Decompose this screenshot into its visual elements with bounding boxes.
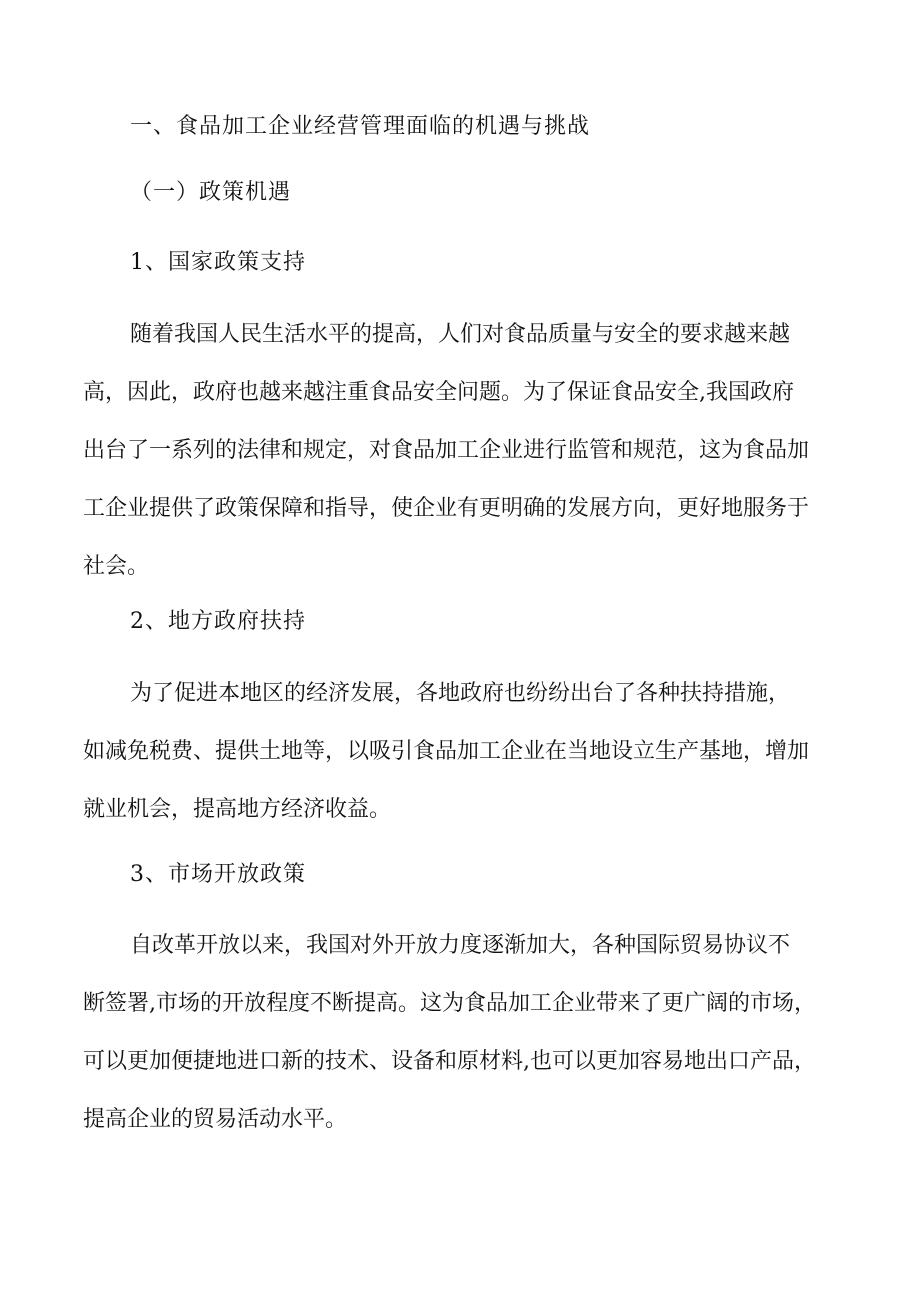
section-1-title: 1、国家政策支持 [130,250,306,275]
paragraph-line: 如减免税费、提供土地等，以吸引食品加工企业在当地设立生产基地，增加 [83,739,810,764]
sub-heading: （一）政策机遇 [130,180,292,205]
section-3-title: 3、市场开放政策 [130,862,306,887]
paragraph-line: 可以更加便捷地进口新的技术、设备和原材料,也可以更加容易地出口产品， [83,1049,816,1074]
main-heading: 一、食品加工企业经营管理面临的机遇与挑战 [130,114,591,139]
paragraph-line: 工企业提供了政策保障和指导，使企业有更明确的发展方向，更好地服务于 [83,496,810,521]
paragraph-line: 社会。 [83,554,150,579]
section-1-paragraph [83,306,809,596]
paragraph-line: 高，因此，政府也越来越注重食品安全问题。为了保证食品安全,我国政府 [83,380,794,405]
paragraph-line: 出台了一系列的法律和规定，对食品加工企业进行监管和规范，这为食品加 [83,438,810,463]
paragraph-line: 随着我国人民生活水平的提高，人们对食品质量与安全的要求越来越 [130,322,791,347]
section-3-paragraph [83,917,816,1149]
paragraph-line: 自改革开放以来，我国对外开放力度逐渐加大，各种国际贸易协议不 [130,933,791,958]
paragraph-line: 就业机会，提高地方经济收益。 [83,797,392,822]
paragraph-line: 断签署,市场的开放程度不断提高。这为食品加工企业带来了更广阔的市场， [83,991,816,1016]
paragraph-line: 提高企业的贸易活动水平。 [83,1107,348,1132]
paragraph-line: 为了促进本地区的经济发展，各地政府也纷纷出台了各种扶持措施， [130,681,791,706]
section-2-paragraph [83,665,809,839]
section-2-title: 2、地方政府扶持 [130,609,306,634]
